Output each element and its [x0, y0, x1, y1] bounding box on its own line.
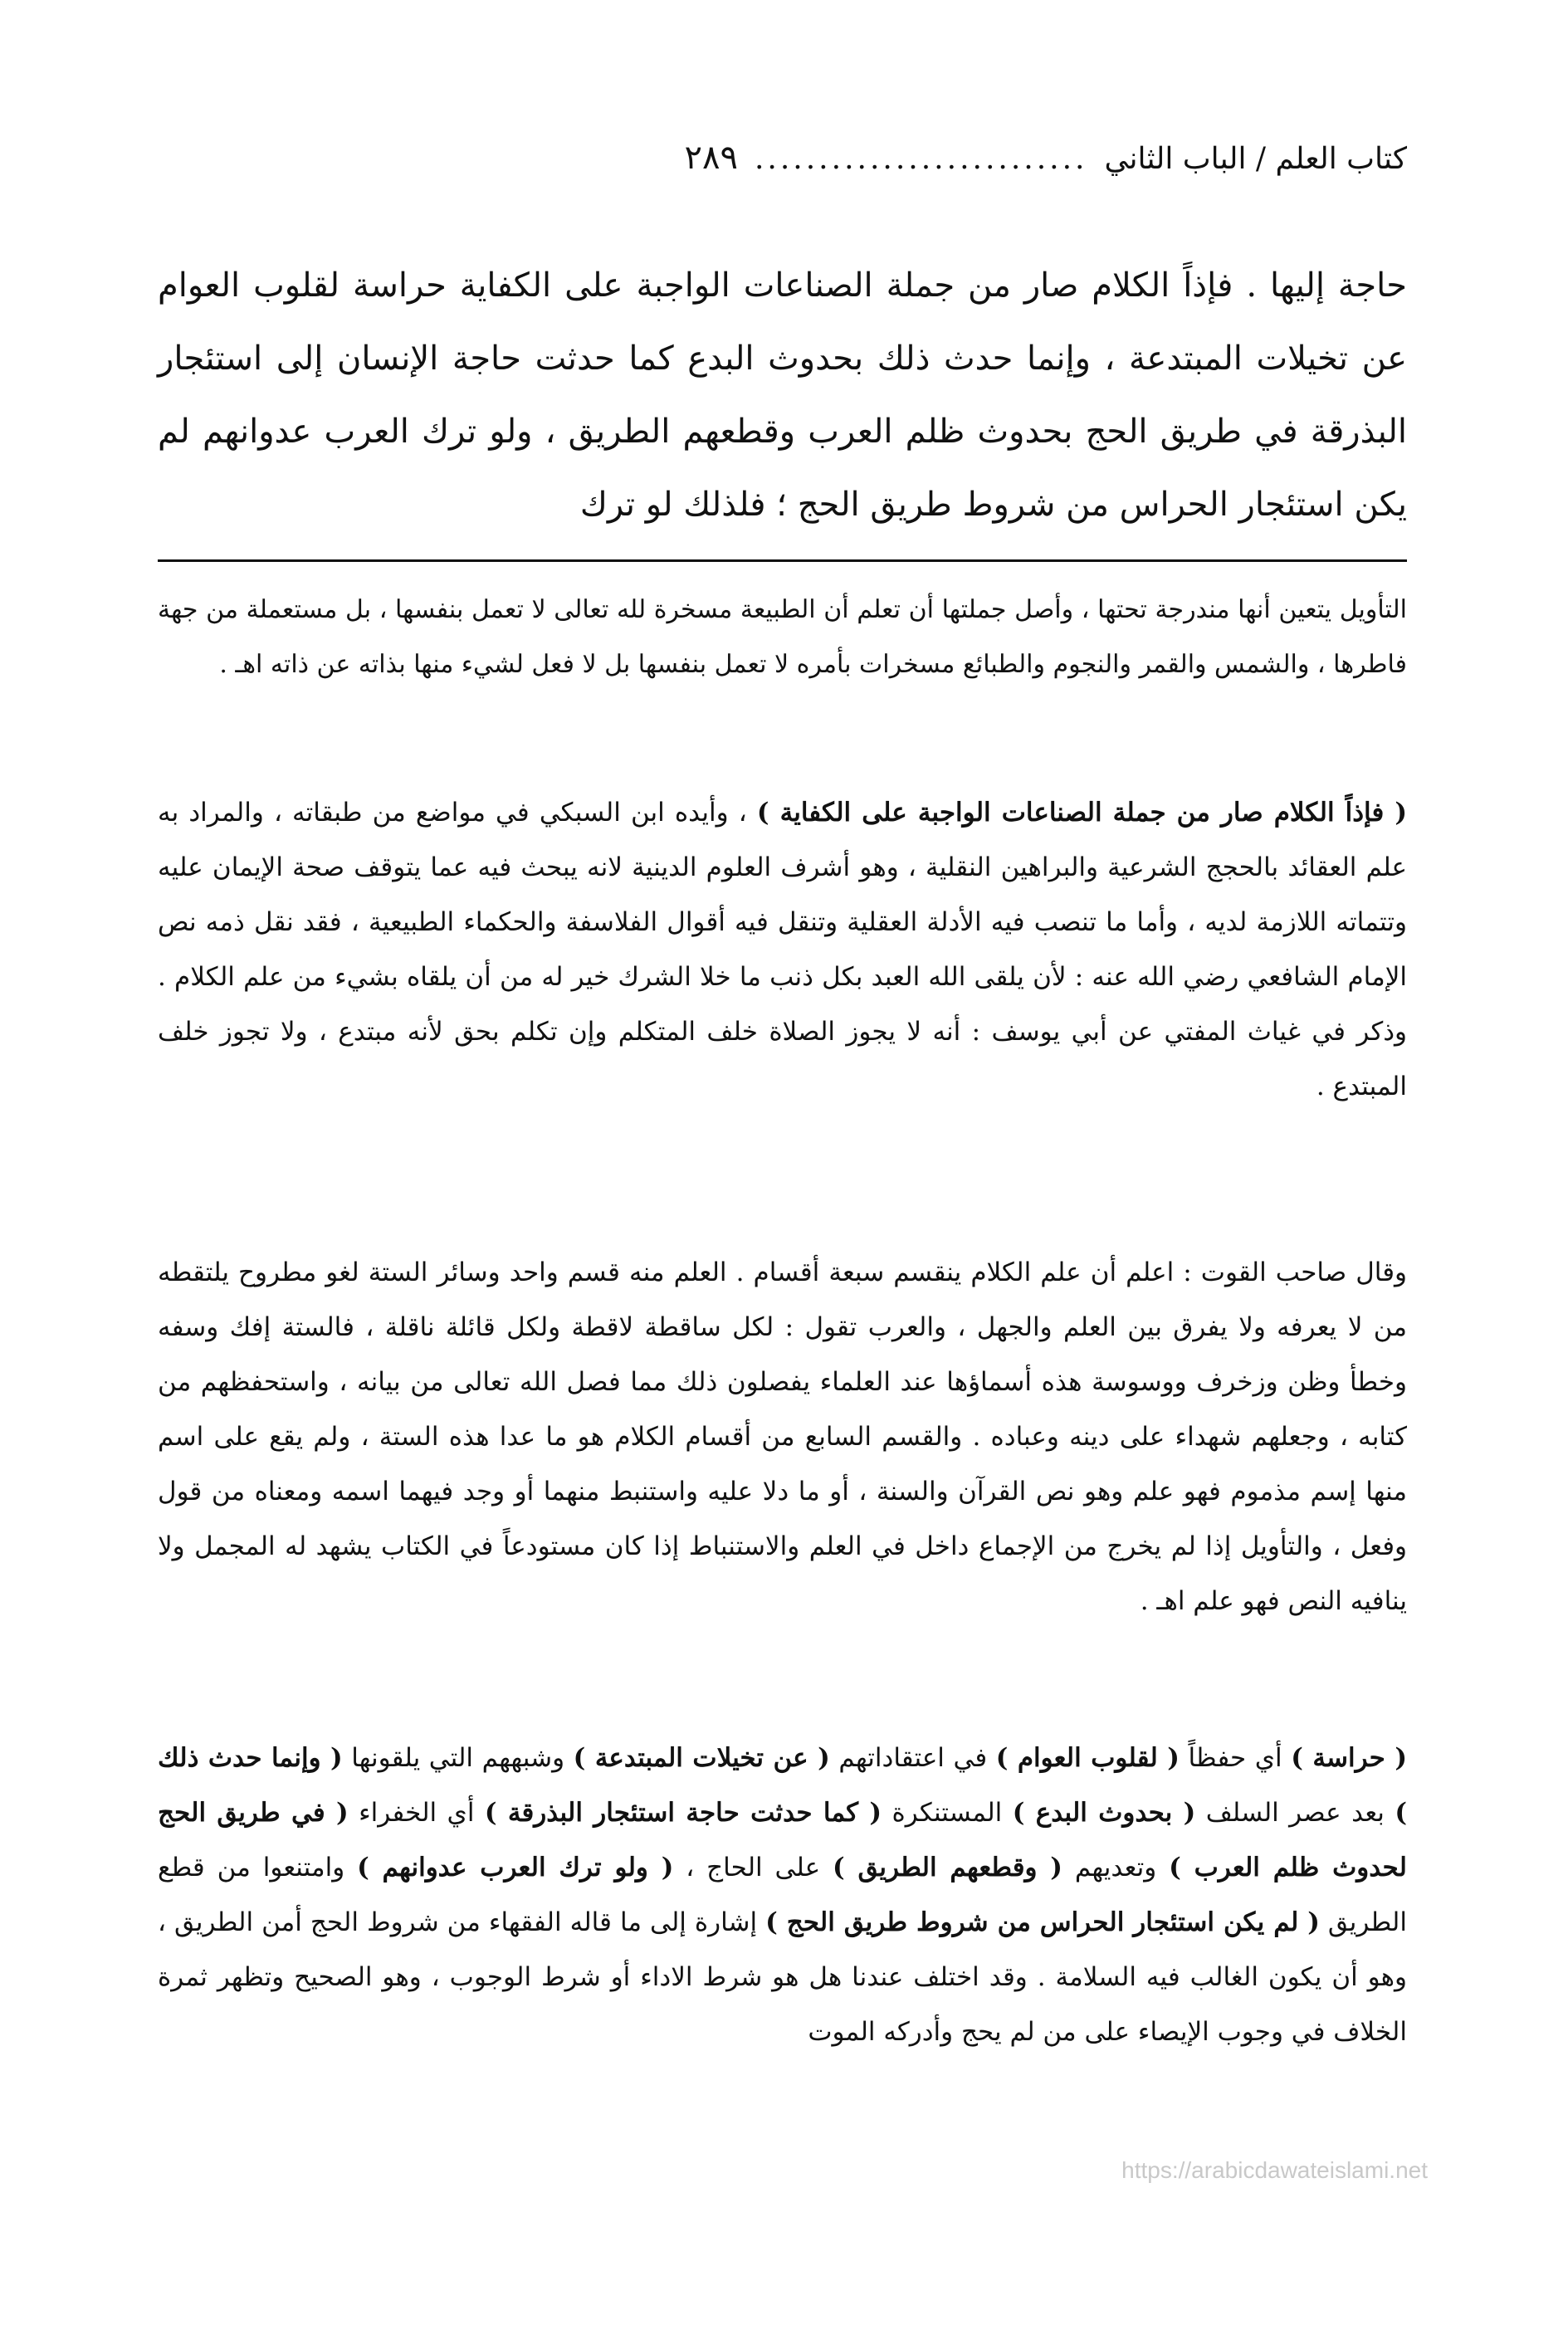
- commentary-quote-segment: ( حراسة ): [1291, 1743, 1407, 1773]
- commentary-text-segment: وامتنعوا من قطع الطريق: [158, 1853, 1407, 1937]
- commentary-text-segment: أي الخفراء: [348, 1798, 485, 1828]
- footnote-divider: [158, 559, 1407, 562]
- commentary-quote-segment: ( عن تخيلات المبتدعة ): [573, 1743, 830, 1773]
- commentary-quote-segment: ( لقلوب العوام ): [995, 1743, 1180, 1773]
- commentary-text-segment: إشارة إلى ما قاله الفقهاء من شروط الحج أمن الطريق ، وهو أن يكون الغالب فيه السلامة . وقد اختلف عندنا هل هو شرط الاداء أو شرط الوجوب ، وهو الصحيح وتظهر ثمرة الخلاف في وجوب الإيصاء على من لم يحج وأدركه الموت: [158, 1907, 1407, 2047]
- commentary-paragraph-3: [158, 1731, 1407, 2059]
- footnote-continuation: [158, 583, 1407, 692]
- commentary-block-1: [158, 785, 1407, 1114]
- commentary-quote-segment: ( ولو ترك العرب عدوانهم ): [357, 1853, 674, 1883]
- commentary-block-2: [158, 1245, 1407, 1629]
- commentary-paragraph-2: وقال صاحب القوت : اعلم أن علم الكلام ينقسم سبعة أقسام . العلم منه قسم واحد وسائر الستة لغو مطروح يلتقطه من لا يعرفه ولا يفرق بين العلم والجهل ، والعرب تقول : لكل ساقطة لاقطة ولكل قائلة ناقلة ، فالستة إفك وسفه وخطأ وظن وزخرف ووسوسة هذه أسماؤها عند العلماء يفصلون ذلك مما فصل الله تعالى من بيانه ، واستحفظهم من كتابه ، وجعلهم شهداء على دينه وعباده . والقسم السابع من أقسام الكلام هو ما عدا هذه الستة ، ولم يقع على اسم منها إسم مذموم فهو علم وهو نص القرآن والسنة ، أو ما دلا عليه واستنبط منهما أو وجد فيهما اسمه ومعناه من قول وفعل ، والتأويل إذا لم يخرج من الإجماع داخل في العلم والاستنباط إذا كان مستودعاً في الكتاب يشهد له المجمل ولا ينافيه النص فهو علم اهـ .: [158, 1257, 1407, 1616]
- header-title: كتاب العلم / الباب الثاني: [1104, 142, 1407, 176]
- commentary-block-3: [158, 1731, 1407, 2059]
- main-text: [158, 249, 1407, 541]
- commentary-paragraph-1: [158, 785, 1407, 1114]
- commentary-quote-segment: ( لم يكن استئجار الحراس من شروط طريق الحج ): [765, 1907, 1320, 1937]
- watermark-url: https://arabicdawateislami.net: [1121, 2157, 1428, 2183]
- running-header: [158, 129, 1407, 187]
- commentary-quote-segment: ( كما حدثت حاجة استئجار البذرقة ): [484, 1798, 882, 1828]
- main-paragraph: حاجة إليها . فإذاً الكلام صار من جملة الصناعات الواجبة على الكفاية حراسة لقلوب العوام عن تخيلات المبتدعة ، وإنما حدث ذلك بحدوث البدع كما حدثت حاجة الإنسان إلى استئجار البذرقة في طريق الحج بحدوث ظلم العرب وقطعهم الطريق ، ولو ترك العرب عدوانهم لم يكن استئجار الحراس من شروط طريق الحج ؛ فلذلك لو ترك: [158, 266, 1407, 524]
- commentary-quote-segment: ( وقطعهم الطريق ): [833, 1853, 1062, 1883]
- commentary-quote-segment: ( وإنما حدث ذلك ): [158, 1743, 1408, 1828]
- commentary-quote-segment: ( بحدوث البدع ): [1012, 1798, 1196, 1828]
- commentary-text-segment: على الحاج ،: [673, 1853, 833, 1883]
- commentary-text-segment: في اعتقاداتهم: [829, 1743, 996, 1773]
- footnote-paragraph: التأويل يتعين أنها مندرجة تحتها ، وأصل جملتها أن تعلم أن الطبيعة مسخرة لله تعالى لا تعمل بنفسها ، بل مستعملة من جهة فاطرها ، والشمس والقمر والنجوم والطبائع مسخرات بأمره لا تعمل بنفسها بل لا فعل لشيء منها بذاته عن ذاته اهـ .: [158, 595, 1407, 679]
- commentary-text: ، وأيده ابن السبكي في مواضع من طبقاته ، والمراد به علم العقائد بالحجج الشرعية والبراهين النقلية ، وهو أشرف العلوم الدينية لانه يبحث فيه عما يتوقف صحة الإيمان عليه وتتماته اللازمة لديه ، وأما ما تنصب فيه الأدلة العقلية وتنقل فيه أقوال الفلاسفة والحكماء الطبيعية ، فقد نقل ذمه نص الإمام الشافعي رضي الله عنه : لأن يلقى الله العبد بكل ذنب ما خلا الشرك خير له من أن يلقاه بشيء من علم الكلام . وذكر في غياث المفتي عن أبي يوسف : أنه لا يجوز الصلاة خلف المتكلم وإن تكلم بحق لأنه مبتدع ، ولا تجوز خلف المبتدع .: [158, 798, 1408, 1101]
- page-number: ٢٨٩: [684, 139, 738, 177]
- commentary-text-segment: بعد عصر السلف: [1195, 1798, 1395, 1828]
- commentary-text-segment: أي حفظاً: [1179, 1743, 1292, 1773]
- commentary-text-segment: وشبههم التي يلقونها: [342, 1743, 574, 1773]
- commentary-quote-segment: ( في طريق الحج لحدوث ظلم العرب ): [158, 1798, 1407, 1883]
- header-leader-dots: ..........................: [754, 142, 1088, 176]
- commentary-text-segment: وتعديهم: [1062, 1853, 1170, 1883]
- commentary-quote: ( فإذاً الكلام صار من جملة الصناعات الواجبة على الكفاية ): [756, 798, 1408, 828]
- commentary-text-segment: المستنكرة: [882, 1798, 1013, 1828]
